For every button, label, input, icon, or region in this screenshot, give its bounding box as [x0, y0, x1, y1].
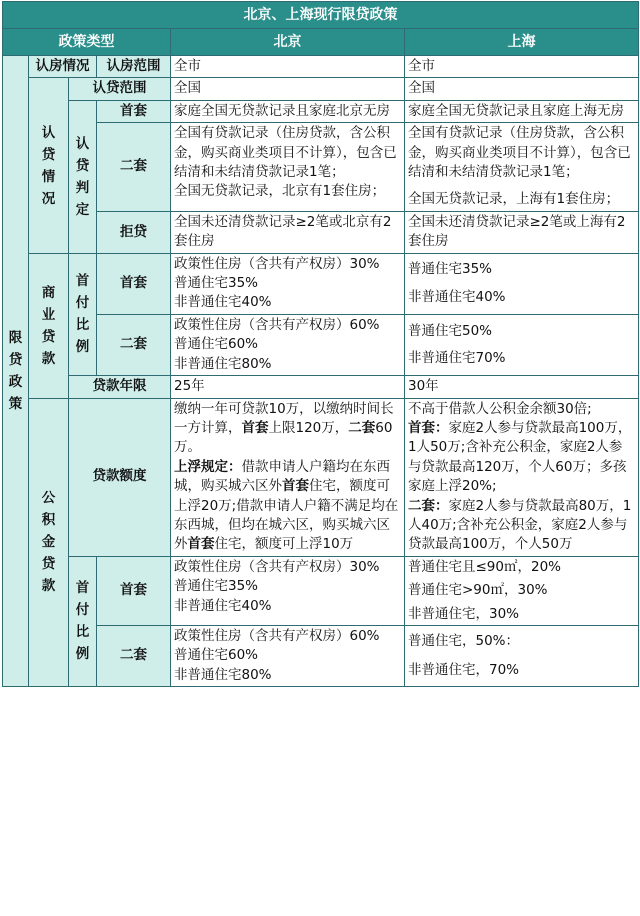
commercial-label-cell: [29, 253, 69, 398]
rendai-first-shanghai: 家庭全国无贷款记录且家庭上海无房: [405, 100, 639, 122]
table-title: 北京、上海现行限贷政策: [3, 2, 639, 29]
fund-first-shanghai-1: 普通住宅且≤90㎡，20%: [408, 558, 561, 575]
fund-first-beijing: [171, 556, 405, 625]
fund-amount-shanghai-p1: 不高于借款人公积金余额30倍;: [408, 400, 592, 417]
loan-policy-table: [2, 1, 639, 687]
column-header-type: 政策类型: [3, 29, 171, 56]
fund-first-beijing-3: 非普通住宅40%: [174, 597, 272, 614]
fund-bj-p1e: 60万。: [174, 419, 393, 456]
fund-down-label: 首付比例: [75, 580, 90, 663]
fund-first-beijing-2: 普通住宅35%: [174, 578, 259, 595]
commercial-second-shanghai-1: 普通住宅50%: [408, 322, 493, 339]
rendai-label-cell: [29, 78, 69, 253]
fund-second-shanghai-1: 普通住宅，50%：: [408, 632, 520, 649]
rendai-reject-beijing: 全国未还清贷款记录≥2笔或北京有2套住房: [171, 211, 405, 253]
fund-bj-p2d: 住宅，额度可上浮20万;借款申请人户籍不满足均在东西城，但均在城六区，购买城六区外: [174, 478, 399, 553]
fund-first-label: 首套: [97, 556, 171, 625]
fund-amount-shanghai-p3: [408, 497, 635, 555]
fund-amount-beijing: [171, 398, 405, 556]
fund-bj-p1d: 二套: [348, 419, 376, 436]
fund-amount-shanghai: [405, 398, 639, 556]
commercial-second-beijing-2: 普通住宅60%: [174, 336, 259, 353]
rendai-second-shanghai-1: 全国有贷款记录（住房贷款，含公积金，购买商业类项目不计算），包含已结清和未结清贷款记录1笔；: [408, 125, 631, 181]
commercial-term-shanghai: 30年: [405, 376, 639, 398]
rendai-scope-label: 认贷范围: [69, 78, 171, 100]
rengfang-shanghai: 全市: [405, 56, 639, 78]
fund-amount-beijing-p1: [174, 400, 401, 458]
rendai-scope-beijing: 全国: [171, 78, 405, 100]
fund-sh-p3b: 家庭2人参与贷款最高80万，1人40万;含补充公积金，家庭2人参与贷款最高100万，个人50万: [408, 497, 632, 553]
commercial-down-label: 首付比例: [75, 273, 90, 356]
fund-bj-p2b: 借款申请人户籍均在东西城，购买城六区外: [174, 458, 390, 495]
rengfang-beijing: 全市: [171, 56, 405, 78]
fund-bj-p2e: 首套: [187, 536, 215, 553]
rendai-second-label: 二套: [97, 123, 171, 212]
rendai-reject-shanghai: 全国未还清贷款记录≥2笔或上海有2套住房: [405, 211, 639, 253]
commercial-second-label: 二套: [97, 314, 171, 375]
fund-bj-p2a: 上浮规定：: [174, 458, 242, 475]
commercial-first-beijing-1: 政策性住房（含共有产权房）30%: [174, 255, 380, 272]
rengfang-label: 认房情况: [29, 56, 97, 78]
fund-second-beijing: [171, 625, 405, 686]
commercial-first-label: 首套: [97, 253, 171, 314]
fund-second-beijing-1: 政策性住房（含共有产权房）60%: [174, 627, 380, 644]
fund-first-shanghai-3: 非普通住宅，30%: [408, 605, 520, 622]
fund-sh-p3a: 二套：: [408, 497, 449, 514]
commercial-second-shanghai-2: 非普通住宅70%: [408, 349, 506, 366]
fund-amount-beijing-p2: [174, 458, 401, 555]
rendai-second-shanghai-2: 全国无贷款记录，上海有1套住房；: [408, 191, 620, 208]
fund-second-beijing-2: 普通住宅60%: [174, 647, 259, 664]
commercial-term-label: 贷款年限: [69, 376, 171, 398]
rendai-scope-shanghai: 全国: [405, 78, 639, 100]
commercial-first-shanghai-1: 普通住宅35%: [408, 261, 493, 278]
rendai-judge-label: 认贷判定: [75, 135, 90, 218]
fund-amount-label: 贷款额度: [69, 398, 171, 556]
rengfang-scope-label: 认房范围: [97, 56, 171, 78]
fund-second-shanghai: [405, 625, 639, 686]
rendai-second-beijing-1: 全国有贷款记录（住房贷款，含公积金，购买商业类项目不计算），包含已结清和未结清贷款记录1笔；: [174, 125, 397, 181]
fund-bj-p1a: 缴纳一年可贷款10万，以缴纳时间长一方计算，: [174, 400, 394, 436]
commercial-second-shanghai: [405, 314, 639, 375]
fund-second-label: 二套: [97, 625, 171, 686]
rendai-second-beijing: [171, 123, 405, 212]
commercial-first-beijing-2: 普通住宅35%: [174, 275, 259, 292]
column-header-beijing: 北京: [171, 29, 405, 56]
fund-first-shanghai: [405, 556, 639, 625]
fund-bj-p1b: 首套: [241, 419, 269, 436]
rendai-first-beijing: 家庭全国无贷款记录且家庭北京无房: [171, 100, 405, 122]
fund-second-shanghai-2: 非普通住宅，70%: [408, 662, 520, 679]
commercial-second-beijing-3: 非普通住宅80%: [174, 355, 272, 372]
rendai-reject-label: 拒贷: [97, 211, 171, 253]
commercial-term-beijing: 25年: [171, 376, 405, 398]
fund-label: 公积金贷款: [41, 490, 56, 595]
fund-first-beijing-1: 政策性住房（含共有产权房）30%: [174, 558, 380, 575]
commercial-first-beijing: [171, 253, 405, 314]
commercial-first-beijing-3: 非普通住宅40%: [174, 294, 272, 311]
rendai-second-shanghai: [405, 123, 639, 212]
fund-amount-shanghai-p2: [408, 419, 635, 497]
fund-bj-p2c: 首套: [282, 478, 309, 495]
fund-bj-p1c: 上限120万，: [268, 419, 349, 436]
commercial-second-beijing-1: 政策性住房（含共有产权房）60%: [174, 316, 380, 333]
rendai-second-beijing-2: 全国无贷款记录，北京有1套住房；: [174, 183, 386, 200]
fund-sh-p2b: 家庭2人参与贷款最高100万，1人50万;含补充公积金，家庭2人参与贷款最高120万，个人60万；多孩家庭上浮20%;: [408, 419, 632, 495]
fund-sh-p2a: 首套：: [408, 419, 449, 436]
fund-down-cell: [69, 556, 97, 686]
side-label: 限贷政策: [8, 330, 23, 413]
fund-bj-p2f: 住宅，额度可上浮10万: [214, 536, 354, 553]
commercial-first-shanghai-2: 非普通住宅40%: [408, 288, 506, 305]
fund-label-cell: [29, 398, 69, 687]
fund-first-shanghai-2: 普通住宅>90㎡，30%: [408, 582, 548, 599]
side-label-cell: [3, 56, 29, 687]
commercial-first-shanghai: [405, 253, 639, 314]
rendai-label: 认贷情况: [41, 124, 56, 207]
commercial-down-cell: [69, 253, 97, 375]
column-header-shanghai: 上海: [405, 29, 639, 56]
fund-second-beijing-3: 非普通住宅80%: [174, 666, 272, 683]
rendai-judge-cell: [69, 100, 97, 253]
commercial-second-beijing: [171, 314, 405, 375]
commercial-label: 商业贷款: [41, 284, 56, 367]
rendai-first-label: 首套: [97, 100, 171, 122]
